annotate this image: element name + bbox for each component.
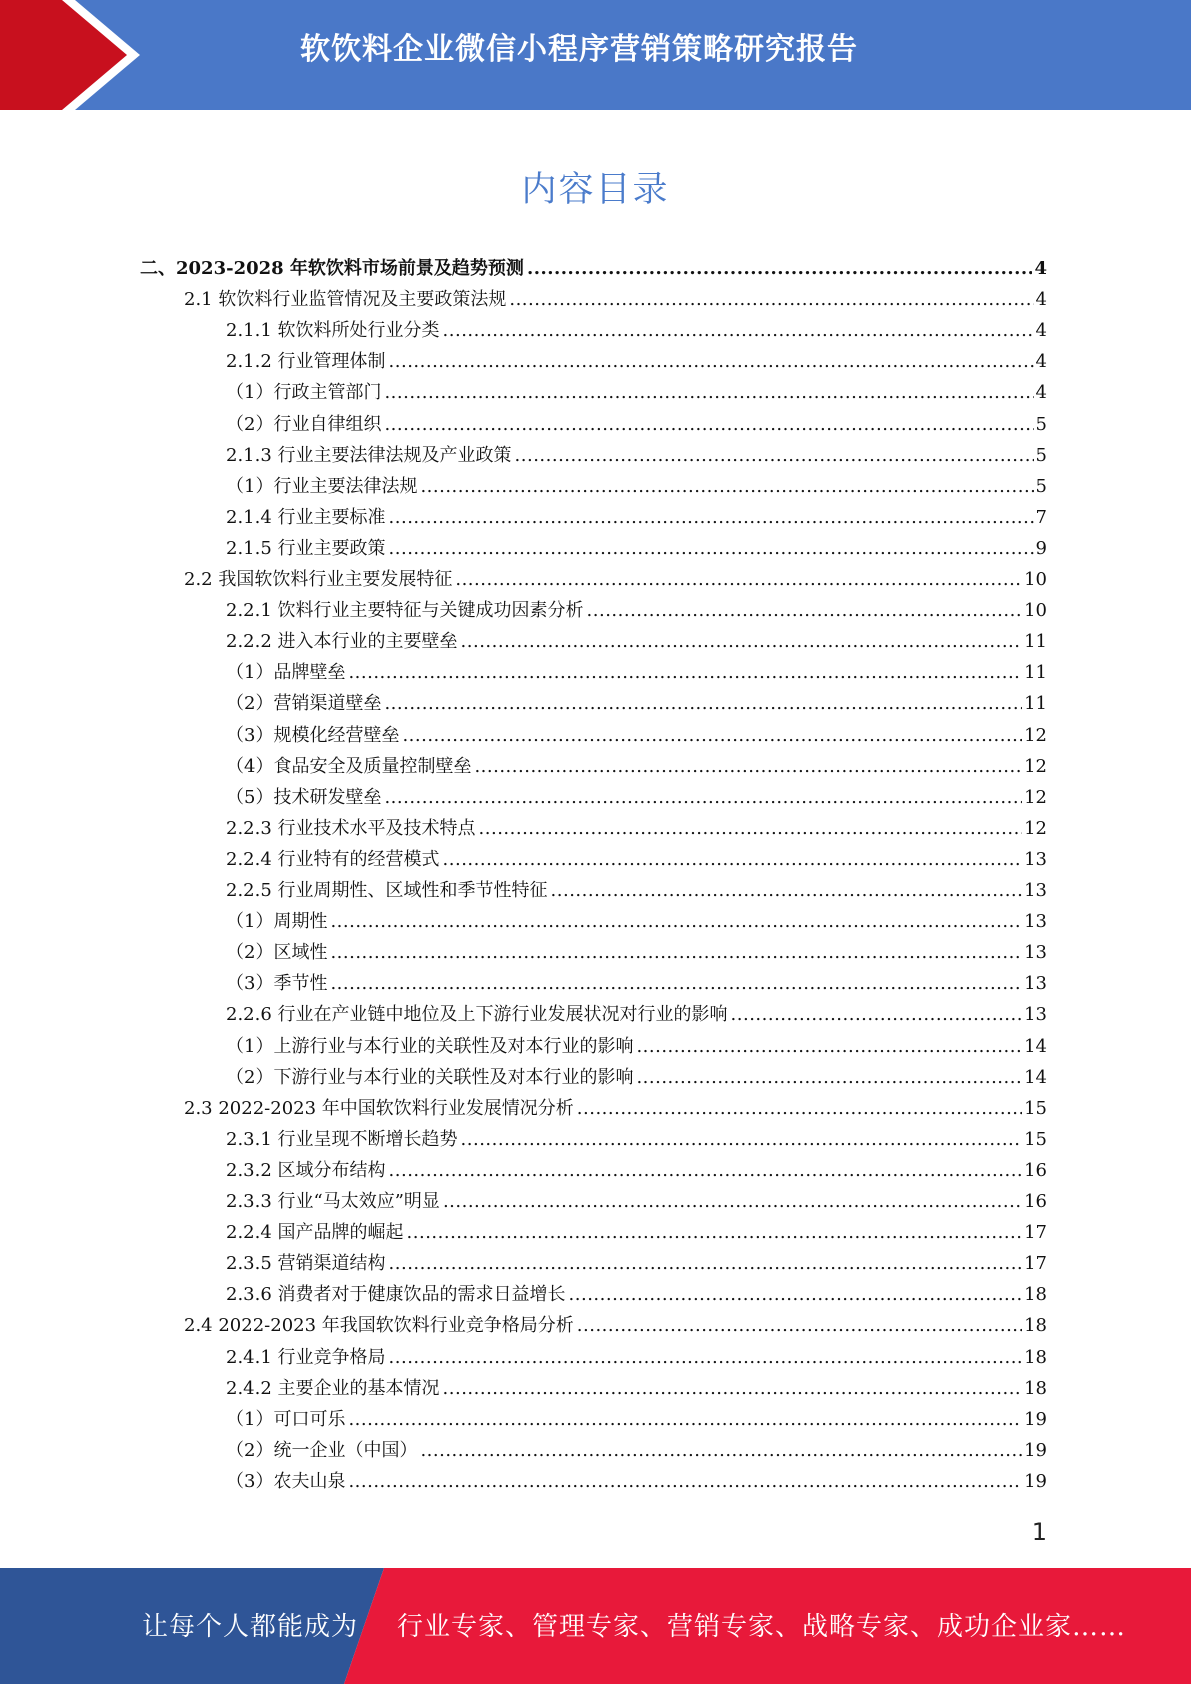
- toc-entry-page: 13: [1024, 848, 1047, 870]
- toc-entry[interactable]: [226, 1031, 1047, 1062]
- toc-dot-leader: [407, 1217, 1023, 1248]
- toc-entry[interactable]: [226, 440, 1047, 471]
- toc-entry[interactable]: [226, 1124, 1047, 1155]
- toc-entry-title: （3）农夫山泉: [226, 1470, 346, 1492]
- toc-entry-page: 9: [1035, 537, 1047, 559]
- toc-dot-leader: [455, 564, 1022, 595]
- toc-dot-leader: [527, 253, 1033, 284]
- toc-entry[interactable]: [226, 1342, 1047, 1373]
- toc-entry-title: 2.1.3 行业主要法律法规及产业政策: [226, 444, 512, 466]
- toc-entry-page: 18: [1024, 1284, 1047, 1306]
- toc-entry[interactable]: [226, 1186, 1047, 1217]
- toc-entry-title: 2.2.6 行业在产业链中地位及上下游行业发展状况对行业的影响: [226, 1004, 728, 1026]
- toc-entry-title: 2.1 软饮料行业监管情况及主要政策法规: [184, 289, 507, 311]
- toc-entry-page: 15: [1024, 1128, 1047, 1150]
- toc-entry[interactable]: [226, 937, 1047, 968]
- toc-dot-leader: [420, 471, 1033, 502]
- toc-entry-title: （1）可口可乐: [226, 1408, 346, 1430]
- toc-dot-leader: [420, 1435, 1022, 1466]
- toc-entry[interactable]: [226, 813, 1047, 844]
- toc-entry-page: 14: [1024, 1066, 1047, 1088]
- toc-dot-leader: [569, 1279, 1023, 1310]
- toc-dot-leader: [461, 626, 1023, 657]
- toc-entry[interactable]: [226, 720, 1047, 751]
- toc-entry-page: 4: [1035, 382, 1047, 404]
- toc-entry-page: 4: [1035, 351, 1047, 373]
- toc-entry-page: 18: [1024, 1315, 1047, 1337]
- toc-dot-leader: [384, 377, 1033, 408]
- toc-entry-page: 18: [1024, 1346, 1047, 1368]
- toc-entry[interactable]: [226, 1373, 1047, 1404]
- toc-entry-page: 17: [1024, 1253, 1047, 1275]
- toc-entry-title: 2.2.4 国产品牌的崛起: [226, 1222, 404, 1244]
- toc-entry[interactable]: [226, 315, 1047, 346]
- toc-entry-title: （5）技术研发壁垒: [226, 786, 382, 808]
- toc-entry[interactable]: [226, 1062, 1047, 1093]
- toc-entry[interactable]: [226, 409, 1047, 440]
- toc-dot-leader: [515, 440, 1034, 471]
- toc-entry[interactable]: [226, 999, 1047, 1030]
- toc-entry-page: 11: [1024, 693, 1047, 715]
- toc-entry-page: 12: [1024, 755, 1047, 777]
- toc-dot-leader: [577, 1310, 1022, 1341]
- toc-entry-page: 11: [1024, 631, 1047, 653]
- toc-entry-title: 2.3.6 消费者对于健康饮品的需求日益增长: [226, 1284, 566, 1306]
- toc-entry-title: （2）下游行业与本行业的关联性及对本行业的影响: [226, 1066, 634, 1088]
- toc-entry[interactable]: [226, 1466, 1047, 1497]
- toc-entry-title: 2.1.5 行业主要政策: [226, 537, 386, 559]
- toc-entry-page: 4: [1035, 289, 1047, 311]
- toc-entry-title: （2）营销渠道壁垒: [226, 693, 382, 715]
- toc-entry-title: （4）食品安全及质量控制壁垒: [226, 755, 472, 777]
- toc-entry-title: 2.2.4 行业特有的经营模式: [226, 848, 440, 870]
- toc-entry-page: 12: [1024, 724, 1047, 746]
- toc-entry[interactable]: [226, 657, 1047, 688]
- toc-entry-title: （1）周期性: [226, 911, 328, 933]
- footer-slogan-right: 行业专家、管理专家、营销专家、战略专家、成功企业家……: [397, 1612, 1127, 1642]
- toc-entry-title: （3）季节性: [226, 973, 328, 995]
- toc-entry-title: 2.3 2022-2023 年中国软饮料行业发展情况分析: [184, 1097, 574, 1119]
- toc-dot-leader: [330, 937, 1022, 968]
- toc-entry-title: 2.2.3 行业技术水平及技术特点: [226, 817, 476, 839]
- toc-entry-title: 2.3.1 行业呈现不断增长趋势: [226, 1128, 458, 1150]
- toc-entry[interactable]: [226, 1217, 1047, 1248]
- toc-dot-leader: [330, 968, 1022, 999]
- toc-entry[interactable]: [184, 564, 1047, 595]
- toc-entry[interactable]: [226, 595, 1047, 626]
- toc-dot-leader: [389, 1342, 1023, 1373]
- toc-entry-title: 2.3.3 行业“马太效应”明显: [226, 1191, 440, 1212]
- toc-dot-leader: [348, 1404, 1022, 1435]
- toc-dot-leader: [389, 1155, 1023, 1186]
- toc-entry[interactable]: [140, 253, 1047, 284]
- toc-entry-page: 13: [1024, 942, 1047, 964]
- toc-entry[interactable]: [226, 1248, 1047, 1279]
- toc-dot-leader: [587, 595, 1023, 626]
- toc-entry[interactable]: [226, 346, 1047, 377]
- toc-dot-leader: [348, 657, 1022, 688]
- toc-entry-page: 10: [1024, 600, 1047, 622]
- toc-entry[interactable]: [226, 533, 1047, 564]
- toc-entry-page: 5: [1035, 413, 1047, 435]
- toc-entry-title: 2.3.5 营销渠道结构: [226, 1253, 386, 1275]
- toc-entry-page: 13: [1024, 880, 1047, 901]
- toc-entry[interactable]: [184, 1093, 1047, 1124]
- toc-entry[interactable]: [226, 844, 1047, 875]
- toc-entry-page: 12: [1024, 786, 1047, 808]
- toc-entry-title: （2）区域性: [226, 942, 328, 964]
- toc-dot-leader: [402, 720, 1022, 751]
- toc-entry-title: 2.2 我国软饮料行业主要发展特征: [184, 569, 453, 590]
- toc-dot-leader: [551, 875, 1023, 906]
- toc-entry-title: 2.2.1 饮料行业主要特征与关键成功因素分析: [226, 600, 584, 622]
- toc-entry-page: 11: [1024, 662, 1047, 684]
- toc-entry-page: 16: [1024, 1159, 1047, 1181]
- toc-dot-leader: [389, 502, 1034, 533]
- toc-entry-title: （1）品牌壁垒: [226, 662, 346, 684]
- header-title: 软饮料企业微信小程序营销策略研究报告: [300, 32, 858, 67]
- toc-entry-page: 19: [1024, 1439, 1047, 1461]
- toc-entry-title: （1）行业主要法律法规: [226, 475, 418, 497]
- toc-entry-page: 13: [1024, 911, 1047, 933]
- toc-dot-leader: [461, 1124, 1023, 1155]
- toc-entry-title: （3）规模化经营壁垒: [226, 724, 400, 746]
- toc-entry[interactable]: [226, 782, 1047, 813]
- toc-entry[interactable]: [226, 1155, 1047, 1186]
- toc-entry-page: 17: [1024, 1222, 1047, 1244]
- toc-entry[interactable]: [226, 1435, 1047, 1466]
- toc-entry-title: （1）行政主管部门: [226, 382, 382, 404]
- toc-entry[interactable]: [226, 688, 1047, 719]
- toc-heading: 内容目录: [521, 170, 670, 210]
- toc-entry-title: 2.1.2 行业管理体制: [226, 351, 386, 373]
- toc-dot-leader: [443, 315, 1034, 346]
- toc-entry-page: 4: [1034, 258, 1047, 279]
- page-footer: [0, 1568, 1191, 1684]
- toc-dot-leader: [389, 1248, 1023, 1279]
- toc-entry-title: （2）行业自律组织: [226, 413, 382, 435]
- toc-dot-leader: [443, 844, 1023, 875]
- toc-entry-page: 14: [1024, 1035, 1047, 1057]
- toc-entry-page: 16: [1024, 1191, 1047, 1212]
- toc-dot-leader: [509, 284, 1033, 315]
- toc-dot-leader: [389, 346, 1034, 377]
- toc-entry[interactable]: [226, 906, 1047, 937]
- toc-entry[interactable]: [226, 1279, 1047, 1310]
- toc-dot-leader: [443, 1373, 1023, 1404]
- toc-entry-page: 13: [1024, 973, 1047, 995]
- toc-entry-page: 12: [1024, 817, 1047, 839]
- page-number: 1: [1031, 1518, 1047, 1546]
- toc-entry-page: 13: [1024, 1004, 1047, 1026]
- toc-dot-leader: [577, 1093, 1022, 1124]
- toc-entry-page: 19: [1024, 1470, 1047, 1492]
- toc-dot-leader: [479, 813, 1023, 844]
- toc-entry-title: 2.4.2 主要企业的基本情况: [226, 1377, 440, 1399]
- toc-entry-title: 2.2.2 进入本行业的主要壁垒: [226, 631, 458, 653]
- toc-entry[interactable]: [226, 751, 1047, 782]
- toc-entry-title: 2.1.1 软饮料所处行业分类: [226, 320, 440, 342]
- toc-entry-page: 19: [1024, 1408, 1047, 1430]
- toc-dot-leader: [384, 782, 1022, 813]
- toc-entry-page: 18: [1024, 1377, 1047, 1399]
- toc-dot-leader: [330, 906, 1022, 937]
- toc-entry-title: 2.3.2 区域分布结构: [226, 1159, 386, 1181]
- toc-dot-leader: [636, 1031, 1022, 1062]
- toc-entry-title: 2.2.5 行业周期性、区域性和季节性特征: [226, 880, 548, 901]
- toc-entry[interactable]: [226, 875, 1047, 906]
- toc-entry-title: 二、2023-2028 年软饮料市场前景及趋势预测: [140, 258, 524, 279]
- toc-entry-page: 5: [1035, 475, 1047, 497]
- toc-dot-leader: [731, 999, 1023, 1030]
- toc-entry[interactable]: [226, 377, 1047, 408]
- toc-entry[interactable]: [226, 471, 1047, 502]
- page-header: [0, 0, 1191, 110]
- toc-dot-leader: [384, 409, 1033, 440]
- toc-entry[interactable]: [226, 502, 1047, 533]
- toc-entry-title: 2.1.4 行业主要标准: [226, 506, 386, 528]
- toc-entry-title: 2.4.1 行业竞争格局: [226, 1346, 386, 1368]
- toc-entry-page: 7: [1035, 506, 1047, 528]
- toc-entry-title: （1）上游行业与本行业的关联性及对本行业的影响: [226, 1035, 634, 1057]
- toc-entry-page: 4: [1035, 320, 1047, 342]
- toc-dot-leader: [348, 1466, 1022, 1497]
- footer-slogan-left: 让每个人都能成为: [142, 1612, 359, 1642]
- toc-entry-page: 5: [1035, 444, 1047, 466]
- toc-entry-page: 15: [1024, 1097, 1047, 1119]
- toc-entry-page: 10: [1024, 569, 1047, 590]
- toc-entry[interactable]: [226, 968, 1047, 999]
- toc-entry[interactable]: [184, 1310, 1047, 1341]
- toc-dot-leader: [636, 1062, 1022, 1093]
- toc-dot-leader: [474, 751, 1022, 782]
- toc-entry-title: （2）统一企业（中国）: [226, 1439, 418, 1461]
- toc-entry-title: 2.4 2022-2023 年我国软饮料行业竞争格局分析: [184, 1315, 574, 1337]
- toc-entry[interactable]: [226, 626, 1047, 657]
- toc-entry[interactable]: [226, 1404, 1047, 1435]
- toc-dot-leader: [389, 533, 1034, 564]
- toc-dot-leader: [443, 1186, 1022, 1217]
- toc-dot-leader: [384, 688, 1022, 719]
- toc-entry[interactable]: [184, 284, 1047, 315]
